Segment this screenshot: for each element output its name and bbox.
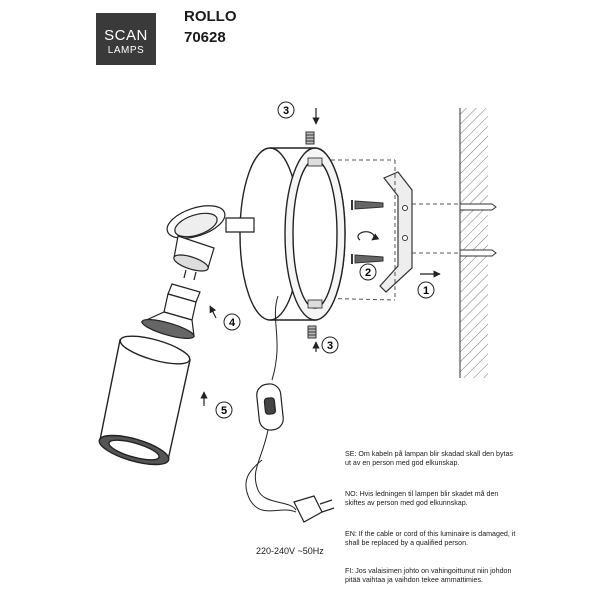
wall-mount-cylinder (240, 148, 345, 320)
step-5-marker (216, 402, 232, 418)
warning-se: SE: Om kabeln på lampan blir skadad skall den bytas ut av en person med god elkunskap. (345, 450, 513, 468)
step-2-marker (360, 264, 376, 280)
gu10-bulb (140, 284, 200, 342)
inline-switch (256, 383, 285, 431)
step-5-label: 5 (220, 405, 228, 417)
warning-no: NO: Hvis ledningen til lampen blir skadet må den skiftes av person med god elkunnskap. (345, 490, 499, 508)
warning-fi: FI: Jos valaisimen johto on vahingoittunut niin johdon pitää vaihtaa ja vaihdon tekee ammattimies. (345, 567, 512, 585)
step-3-top-marker (278, 102, 294, 118)
set-screw-top (306, 132, 314, 144)
step-3-bottom-label: 3 (326, 340, 334, 352)
logo-line-1: SCAN (104, 27, 148, 44)
product-name: ROLLO (184, 8, 237, 25)
step-1-label: 1 (422, 285, 430, 297)
step-4-marker (224, 314, 240, 330)
step-3-top-label: 3 (282, 105, 290, 117)
lamp-shade (96, 330, 192, 470)
lamp-socket (172, 236, 214, 280)
warning-en: EN: If the cable or cord of this luminaire is damaged, it shall be replaced by a qualified person. (345, 530, 516, 548)
step-4-label: 4 (228, 317, 236, 329)
product-code: 70628 (184, 29, 226, 46)
euro-plug (294, 496, 334, 522)
set-screw-bottom (308, 326, 316, 338)
voltage-rating: 220-240V ~50Hz (256, 546, 324, 556)
step-2-label: 2 (364, 267, 372, 279)
step-3-bottom-marker (322, 337, 338, 353)
step-1-marker (418, 282, 434, 298)
mounting-bracket (380, 172, 412, 292)
wall (460, 108, 488, 378)
logo-line-2: LAMPS (107, 45, 145, 56)
